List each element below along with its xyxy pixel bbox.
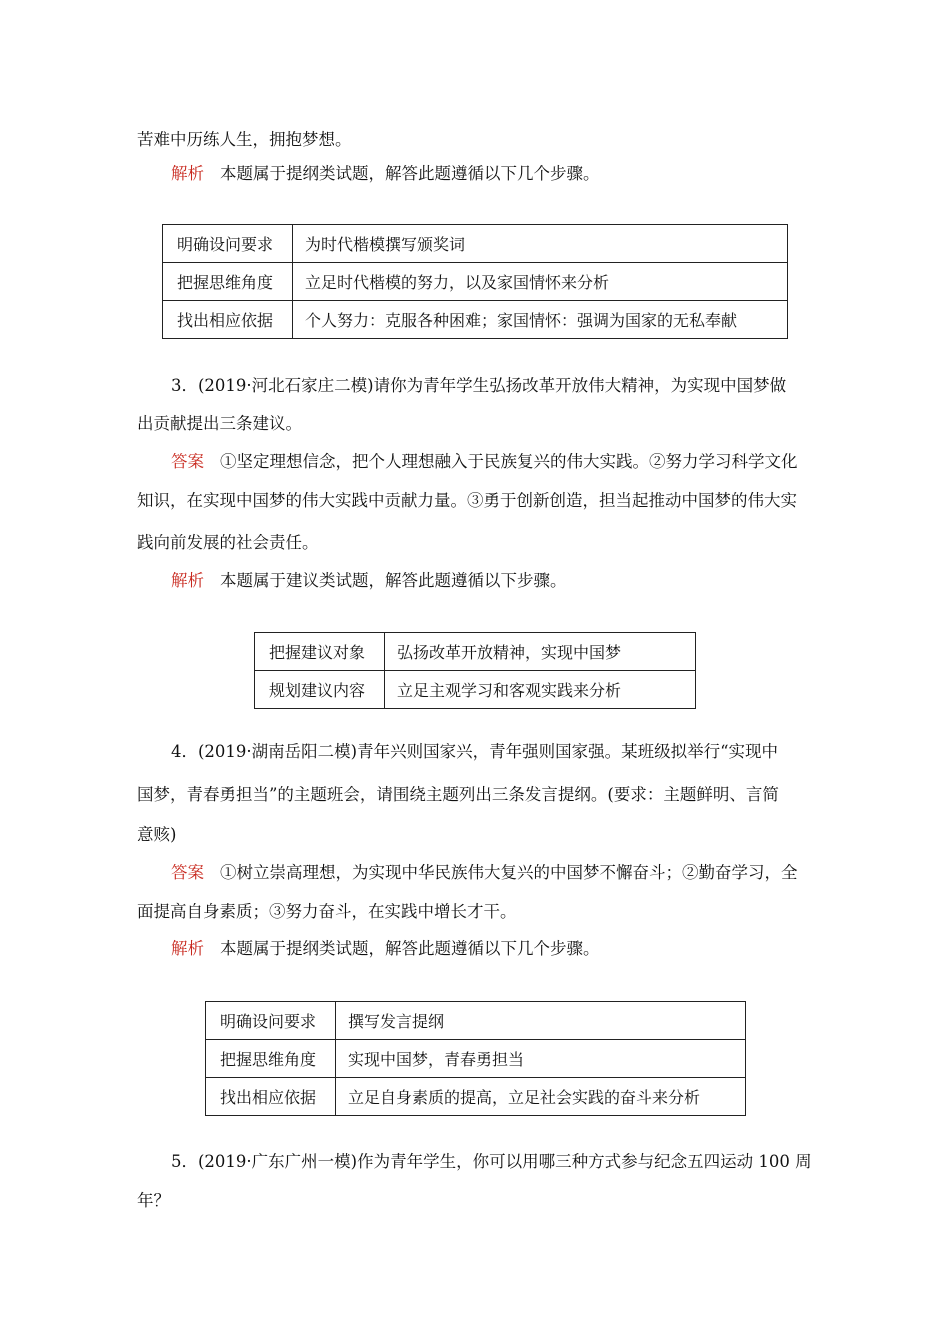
table-value: 立足主观学习和客观实践来分析 [385,671,696,709]
analysis-text: 本题属于提纲类试题，解答此题遵循以下几个步骤。 [220,164,600,183]
q4-analysis [171,938,600,960]
table-value: 实现中国梦，青春勇担当 [336,1040,746,1078]
analysis-label: 解析 [171,939,204,958]
q3-question-line: 出贡献提出三条建议。 [137,414,302,433]
table-row [206,1040,746,1078]
q3-question-line: 3．(2019·河北石家庄二模)请你为青年学生弘扬改革开放伟大精神，为实现中国梦做 [171,376,787,395]
table-value: 立足时代楷模的努力，以及家国情怀来分析 [293,263,788,301]
table-key: 明确设问要求 [206,1002,336,1040]
answer-label: 答案 [171,452,204,471]
answer-text: ①坚定理想信念，把个人理想融入于民族复兴的伟大实践。②努力学习科学文化 [220,452,798,471]
q3-analysis [171,570,567,592]
q2-text-line: 苦难中历练人生，拥抱梦想。 [137,130,352,149]
table-row [206,1002,746,1040]
q3-answer-line: 知识，在实现中国梦的伟大实践中贡献力量。③勇于创新创造，担当起推动中国梦的伟大实 [137,491,797,510]
table-row [163,225,788,263]
table-value: 立足自身素质的提高，立足社会实践的奋斗来分析 [336,1078,746,1116]
table-row [255,633,696,671]
q4-question-line: 国梦，青春勇担当”的主题班会，请围绕主题列出三条发言提纲。(要求：主题鲜明、言简 [137,785,779,804]
analysis-label: 解析 [171,164,204,183]
q5-question-line: 5．(2019·广东广州一模)作为青年学生，你可以用哪三种方式参与纪念五四运动 100 周 [171,1152,812,1171]
table-value: 个人努力：克服各种困难；家国情怀：强调为国家的无私奉献 [293,301,788,339]
q4-answer-line: 面提高自身素质；③努力奋斗，在实践中增长才干。 [137,902,517,921]
q3-answer [171,451,798,473]
q2-steps-table [162,224,788,339]
table-row [255,671,696,709]
q5-question-line: 年？ [137,1191,170,1210]
q4-question-line: 意赅) [137,825,177,844]
table-row [163,301,788,339]
q3-answer-line: 践向前发展的社会责任。 [137,533,319,552]
q4-steps-table [205,1001,746,1116]
table-key: 把握思维角度 [206,1040,336,1078]
table-value: 弘扬改革开放精神，实现中国梦 [385,633,696,671]
table-value: 为时代楷模撰写颁奖词 [293,225,788,263]
table-key: 找出相应依据 [163,301,293,339]
table-value: 撰写发言提纲 [336,1002,746,1040]
table-key: 把握思维角度 [163,263,293,301]
answer-label: 答案 [171,863,204,882]
q4-question-line: 4．(2019·湖南岳阳二模)青年兴则国家兴，青年强则国家强。某班级拟举行“实现中 [171,742,779,761]
q2-analysis [171,163,600,185]
analysis-label: 解析 [171,571,204,590]
q4-answer [171,862,798,884]
table-key: 把握建议对象 [255,633,385,671]
table-key: 规划建议内容 [255,671,385,709]
analysis-text: 本题属于建议类试题，解答此题遵循以下步骤。 [220,571,567,590]
table-row [163,263,788,301]
table-key: 找出相应依据 [206,1078,336,1116]
table-row [206,1078,746,1116]
analysis-text: 本题属于提纲类试题，解答此题遵循以下几个步骤。 [220,939,600,958]
q3-steps-table [254,632,696,709]
answer-text: ①树立崇高理想，为实现中华民族伟大复兴的中国梦不懈奋斗；②勤奋学习，全 [220,863,798,882]
table-key: 明确设问要求 [163,225,293,263]
